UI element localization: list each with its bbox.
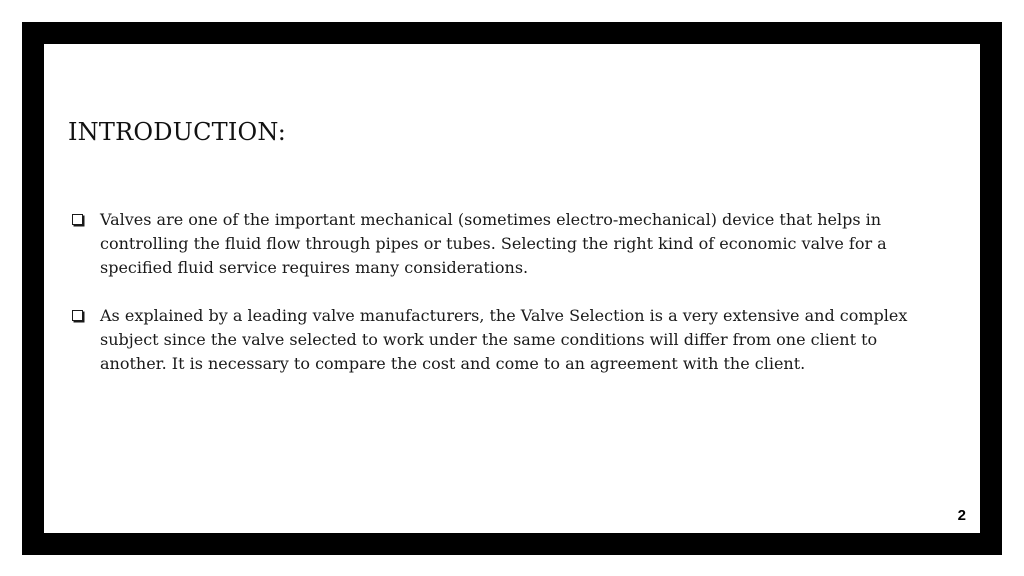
checkbox-icon: [72, 214, 83, 225]
page-number: 2: [957, 507, 966, 524]
bullet-item: [68, 304, 908, 376]
bullet-item: [68, 208, 908, 280]
bullet-list: [68, 208, 908, 400]
bullet-text: Valves are one of the important mechanical (sometimes electro-mechanical) device that helps in controlling the fluid flow through pipes or tubes. Selecting the right kind of economic valve for a specified fluid service requires many considerations.: [100, 210, 887, 277]
bullet-text: As explained by a leading valve manufacturers, the Valve Selection is a very extensive and complex subject since the valve selected to work under the same conditions will differ from one client to another. It is necessary to compare the cost and come to an agreement with the client.: [100, 306, 908, 373]
checkbox-icon: [72, 310, 83, 321]
slide-title: INTRODUCTION:: [68, 118, 287, 146]
